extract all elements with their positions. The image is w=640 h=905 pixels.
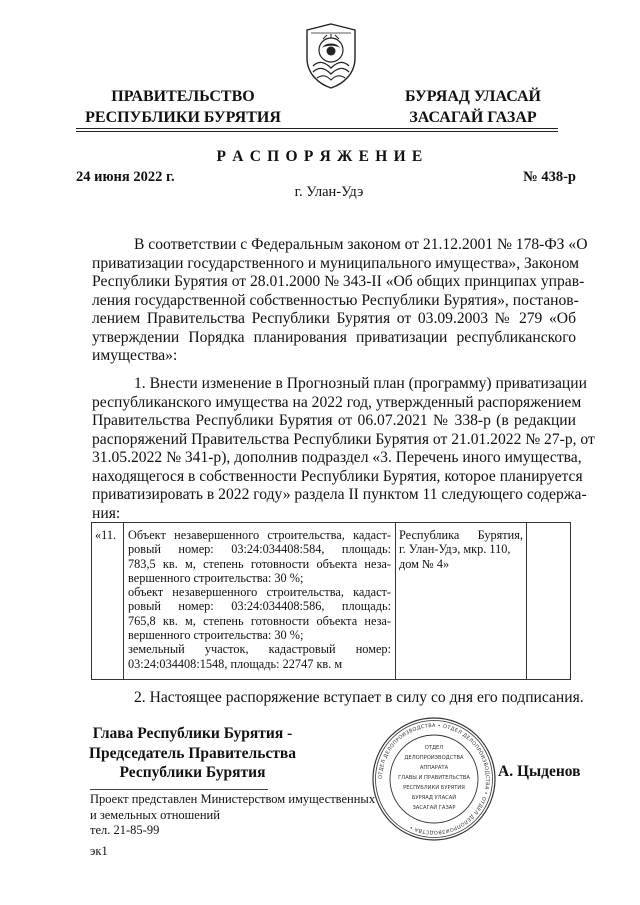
item1-line: 1. Внести изменение в Прогнозный план (программу) приватизации — [134, 375, 587, 392]
item1-line: приватизировать в 2022 году» раздела II пунктом 11 следующего содержа- — [92, 486, 587, 503]
table-cell-description — [128, 528, 391, 671]
preamble-line: ления государственной собственностью Республики Бурятия», постанов- — [92, 291, 579, 309]
footer-note — [90, 792, 375, 839]
description-line: земельный участок, кадастровый номер: — [128, 642, 391, 657]
item1-line: находящегося в собственности Республики Бурятия, которое планируется — [92, 467, 583, 485]
footer-code: эк1 — [90, 844, 108, 858]
description-line: 03:24:034408:1548, площадь: 22747 кв. м — [128, 656, 343, 671]
header-left-line2: РЕСПУБЛИКИ БУРЯТИЯ — [85, 109, 281, 126]
table-col-divider — [526, 522, 527, 680]
header-right — [378, 86, 568, 128]
table-cell-number: «11. — [95, 528, 117, 542]
item1-line: 31.05.2022 № 341-р), дополнив подраздел «3. Перечень иного имущества, — [92, 449, 582, 466]
item1-line: республиканского имущества на 2022 год, утвержденный распоряжением — [92, 393, 582, 411]
description-line: 783,5 кв. м, степень готовности объекта неза- — [128, 556, 391, 571]
stamp-line: ОТДЕЛ — [424, 745, 444, 751]
signatory-name: А. Цыденов — [498, 763, 581, 780]
description-line: Объект незавершенного строительства, кадаст- — [128, 528, 391, 542]
header-right-line1: БУРЯАД УЛАСАЙ — [405, 88, 541, 105]
address-line: дом № 4» — [399, 556, 450, 571]
item1-line: Правительства Республики Бурятия от 06.07.2021 № 338-р (в редакции — [92, 412, 576, 429]
doc-date: 24 июня 2022 г. — [76, 169, 175, 185]
footer-line: и земельных отношений — [90, 807, 220, 822]
table-col-divider — [123, 522, 124, 680]
table-border-left — [91, 522, 92, 680]
preamble-line: лением Правительства Республики Бурятия от 03.09.2003 № 279 «Об — [92, 310, 576, 327]
footer-line: Проект представлен Министерством имущественных — [90, 792, 376, 806]
description-line: ровый номер: 03:24:034408:584, площадь: — [128, 542, 391, 557]
description-line: вершенного строительства: 30 %; — [128, 570, 304, 585]
stamp-ring-text: ОТДЕЛ ДЕЛОПРОИЗВОДСТВА • ОТДЕЛ ДЕЛОПРОИЗВОДСТВА • ОТДЕЛ ДЕЛОПРОИЗВОДСТВА • — [377, 722, 491, 836]
stamp-line: АППАРАТА — [419, 765, 449, 771]
header-left — [78, 86, 288, 128]
position-line: Республики Бурятия — [119, 764, 266, 781]
address-line: г. Улан-Удэ, мкр. 110, — [399, 542, 511, 557]
header-rule-bottom — [76, 131, 558, 132]
position-line: Председатель Правительства — [88, 744, 297, 762]
emblem — [303, 22, 359, 90]
doc-title: Р А С П О Р Я Ж Е Н И Е — [216, 148, 424, 165]
description-line: объект незавершенного строительства, кадаст- — [128, 585, 391, 600]
preamble — [92, 236, 588, 366]
footer-rule — [90, 789, 268, 790]
doc-number: № 438-р — [523, 169, 576, 185]
stamp-line: ДЕЛОПРОИЗВОДСТВА — [404, 755, 464, 761]
stamp-line: ЗАСАГАЙ ГАЗАР — [412, 805, 456, 811]
header-rule-top — [76, 128, 558, 129]
preamble-line: утверждении Порядка планирования приватизации республиканского — [92, 328, 576, 346]
address-line: Республика Бурятия, — [399, 528, 523, 542]
header-right-line2: ЗАСАГАЙ ГАЗАР — [409, 109, 537, 126]
table-border-top — [91, 522, 571, 523]
table-border-bottom — [91, 679, 571, 680]
preamble-line: имущества»: — [92, 347, 178, 364]
item1-line: распоряжений Правительства Республики Бурятия от 21.01.2022 № 27-р, от — [92, 430, 595, 448]
description-line: 765,8 кв. м, степень готовности объекта неза- — [128, 613, 391, 628]
preamble-line: приватизации государственного и муниципального имущества», Законом — [92, 254, 580, 272]
header-left-line1: ПРАВИТЕЛЬСТВО — [111, 88, 255, 105]
doc-city: г. Улан-Удэ — [294, 184, 364, 200]
stamp-line: БУРЯАД УЛАСАЙ — [411, 795, 457, 801]
item-1 — [92, 375, 595, 523]
footer-line: тел. 21-85-99 — [90, 823, 160, 837]
position-line: Глава Республики Бурятия - — [92, 725, 293, 742]
stamp-line: РЕСПУБЛИКИ БУРЯТИЯ — [403, 785, 465, 791]
item-2: 2. Настоящее распоряжение вступает в силу со дня его подписания. — [134, 689, 584, 706]
preamble-line: В соответствии с Федеральным законом от 21.12.2001 № 178-ФЗ «О — [134, 236, 588, 253]
item1-line: ния: — [92, 504, 121, 522]
description-line: вершенного строительства: 30 %; — [128, 628, 304, 643]
table-col-divider — [395, 522, 396, 680]
signatory-position — [80, 724, 305, 783]
official-stamp — [370, 715, 498, 843]
preamble-line: Республики Бурятия от 28.01.2000 № 343-II «Об общих принципах управ- — [92, 273, 585, 290]
table-cell-address — [399, 528, 523, 571]
stamp-line: ГЛАВЫ И ПРАВИТЕЛЬСТВА — [398, 775, 470, 781]
table-border-right — [570, 522, 571, 680]
description-line: ровый номер: 03:24:034408:586, площадь: — [128, 599, 391, 614]
